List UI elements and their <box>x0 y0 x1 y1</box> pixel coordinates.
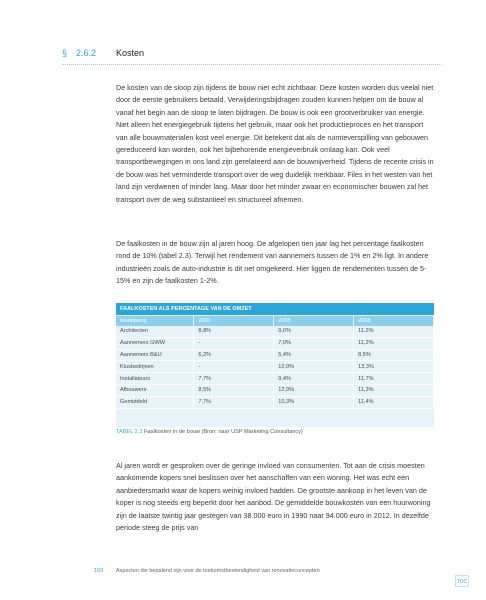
table-cell: - <box>194 337 274 349</box>
table-cell: 10,3% <box>274 396 354 408</box>
table-cell: 8,8% <box>194 326 274 337</box>
table-cell: - <box>194 361 274 373</box>
table-cell: 11,2% <box>354 337 434 349</box>
paragraph-failure-costs: De faalkosten in de bouw zijn al jaren hoog. De afgelopen tien jaar lag het percentage faalkosten rond de 10% (tabel 2.3). Terwijl het rendement van aannemers tussen de 1% en 2% ligt. In andere industrieën zoals de auto-industrie is dit net omgekeerd. Hier liggen de rendementen tussen de 5-15% en zijn de faalkosten 1-2%. <box>116 239 429 286</box>
section-number: 2.6.2 <box>76 48 97 58</box>
table-cell: 5,4% <box>274 349 354 361</box>
table-cell: 6,2% <box>194 349 274 361</box>
table-cell: Aannemers GWW <box>116 337 194 349</box>
table-row <box>116 384 434 396</box>
table-cell: 8,5% <box>194 384 274 396</box>
table-cell: 7,0% <box>274 337 354 349</box>
table-title: FAALKOSTEN ALS PERCENTAGE VAN DE OMZET <box>116 303 434 315</box>
table-cell: 11,3% <box>354 384 434 396</box>
table-cell: Afbouwers <box>116 384 194 396</box>
table-header-cell: 2001 <box>194 316 274 326</box>
table-cell: 9,4% <box>274 373 354 385</box>
table-row <box>116 373 434 385</box>
table-cell: Klusbedrijven <box>116 361 194 373</box>
failure-costs-table-block <box>116 303 434 427</box>
table-cell: 9,0% <box>274 326 354 337</box>
table-caption <box>116 429 303 435</box>
table-cell: 7,7% <box>194 373 274 385</box>
table-cell: Installateurs <box>116 373 194 385</box>
toc-link-button[interactable]: TOC <box>455 575 469 587</box>
table-header-row <box>116 316 434 326</box>
table-caption-text: Faalkosten in de bouw (Bron: naar USP Marketing Consultancy) <box>144 429 303 435</box>
table-header-cell: 2005 <box>274 316 354 326</box>
section-heading <box>62 48 442 64</box>
table-row <box>116 396 434 408</box>
table-cell: 12,9% <box>274 384 354 396</box>
table-cell: 11,7% <box>354 373 434 385</box>
table-row <box>116 361 434 373</box>
table-cell: 7,7% <box>194 396 274 408</box>
table-row <box>116 349 434 361</box>
table-row <box>116 326 434 337</box>
page-number: 103 <box>94 568 104 574</box>
running-footer: Aspecten die bepalend zijn voor de toekomstbestendigheid van renovatieconcepten <box>116 568 320 574</box>
paragraph-costs-demolition: De kosten van de sloop zijn tijdens de bouw niet echt zichtbaar. Deze kosten worden dus veelal niet door de eerste gebruikers betaald. Verwijderingsbijdragen zouden kunnen helpen om de bouw al vanaf het begin aan de sloop te laten bijdragen. De bouw is ook een grootverbruiker van energie. Niet alleen het energiegebruik tijdens het gebruik, maar ook het productieproces en het transport van alle bouwmaterialen kost veel energie. Dit betekent dat als de ruimteverspilling van gebouwen gereduceerd kan worden, ook het bijbehorende energieverbruik omlaag kan. Ook veel transportbewegingen in ons land zijn gerelateerd aan de bouwnijverheid. Tijdens de recente crisis in de bouw was het verminderde transport over de weg duidelijk merkbaar. Files in het westen van het land zijn verdwenen of minder lang. Maar door het minder zwaar en economischer bouwen zal het transport over de weg substantieel en structureel afnemen. <box>116 83 434 204</box>
section-symbol: § <box>62 48 68 58</box>
table-cell: 11,2% <box>354 326 434 337</box>
paragraph-consumer-influence: Al jaren wordt er gesproken over de geringe invloed van consumenten. Tot aan de crisis moesten aankomende kopers snel beslissen over het aanschaffen van een woning. Het was echt een aanbiedersmarkt waar de kopers weinig invloed hadden. De grootste aankoop in het leven van de koper is nog steeds erg beperkt door het aanbod. De gemiddelde bouwkosten van een huurwoning zijn de laatste twintig jaar gestegen van 38.000 euro in 1990 naar 94.000 euro in 2012. In dezelfde periode steeg de prijs van <box>116 461 431 533</box>
table-cell: 12,0% <box>274 361 354 373</box>
section-divider <box>62 64 442 65</box>
table-cell: 13,3% <box>354 361 434 373</box>
table-cell: Architecten <box>116 326 194 337</box>
table-cell: 8,5% <box>354 349 434 361</box>
table-cell: Gemiddeld <box>116 396 194 408</box>
table-cell: Aannemers B&U <box>116 349 194 361</box>
section-title: Kosten <box>116 48 145 58</box>
table-header-cell: Marktpartij <box>116 316 194 326</box>
failure-costs-table <box>116 316 434 409</box>
table-header-cell: 2008 <box>354 316 434 326</box>
table-row <box>116 337 434 349</box>
table-cell: 11,4% <box>354 396 434 408</box>
table-caption-label: TABEL 2.3 <box>116 429 143 435</box>
